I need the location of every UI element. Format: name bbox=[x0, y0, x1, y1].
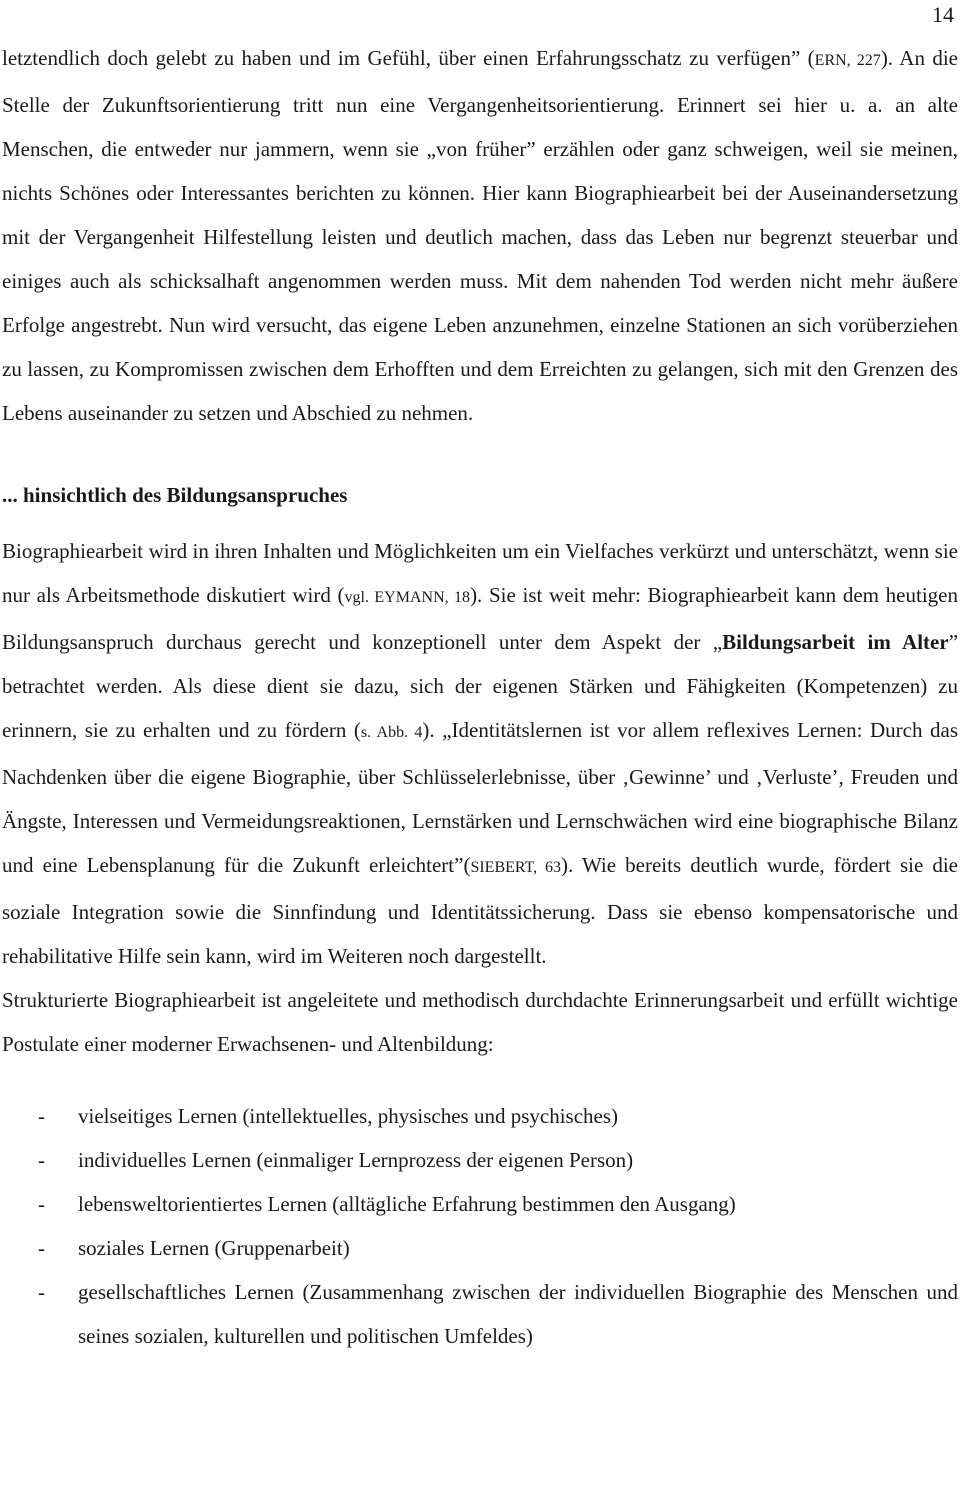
list-item: - lebensweltorientiertes Lernen (alltägliche Erfahrung bestimmen den Ausgang) bbox=[2, 1182, 958, 1226]
citation-ern: ERN, 227 bbox=[814, 52, 881, 69]
citation-siebert: SIEBERT, 63 bbox=[470, 859, 562, 876]
list-bullet: - bbox=[38, 1236, 45, 1260]
paragraph-structured: Strukturierte Biographiearbeit ist angeleitete und methodisch durchdachte Erinnerungsarbeit und erfüllt wichtige Postulate einer moderner Erwachsenen- und Altenbildung: bbox=[2, 988, 958, 1056]
page-number: 14 bbox=[932, 2, 954, 27]
section-heading: ... hinsichtlich des Bildungsanspruches bbox=[2, 483, 348, 507]
list-bullet: - bbox=[38, 1192, 45, 1216]
list-bullet: - bbox=[38, 1104, 45, 1128]
list-bullet: - bbox=[38, 1148, 45, 1172]
figure-reference: s. Abb. 4 bbox=[360, 724, 423, 741]
paragraph-education: Biographiearbeit wird in ihren Inhalten und Möglichkeiten um ein Vielfaches verkürzt und unterschätzt, wenn sie nur als Arbeitsmethode diskutiert wird (vgl. EYMANN, 18). Sie ist weit mehr: Biographiearbeit kann dem heutigen Bildungsanspruch durchaus gerecht und konzeptionell unter dem Aspekt der „Bildungsarbeit im Alter” betrachtet werden. Als diese dient sie dazu, sich der eigenen Stärken und Fähigkeiten (Kompetenzen) zu erinnern, sie zu erhalten und zu fördern (s. Abb. 4). „Identitätslernen ist vor allem reflexives Lernen: Durch das Nachdenken über die eigene Biographie, über Schlüsselerlebnisse, über ‚Gewinne’ und ‚Verluste’, Freuden und Ängste, Interessen und Vermeidungsreaktionen, Lernstärken und Lernschwächen wird eine biographische Bilanz und eine Lebensplanung für die Zukunft erleichtert”(SIEBERT, 63). Wie bereits deutlich wurde, fördert sie die soziale Integration sowie die Sinnfindung und Identitätssicherung. Dass sie ebenso kompensatorische und rehabilitative Hilfe sein kann, wird im Weiteren noch dargestellt. bbox=[2, 539, 959, 968]
paragraph-life-review: letztendlich doch gelebt zu haben und im Gefühl, über einen Erfahrungsschatz zu verfügen” (ERN, 227). An die Stelle der Zukunftsorientierung tritt nun eine Vergangenheitsorientierung. Erinnert sei hier u. a. an alte Menschen, die entweder nur jammern, wenn sie „von früher” erzählen oder ganz schweigen, weil sie meinen, nichts Schönes oder Interessantes berichten zu können. Hier kann Biographiearbeit bei der Auseinandersetzung mit der Vergangenheit Hilfestellung leisten und deutlich machen, dass das Leben nur begrenzt steuerbar und einiges auch als schicksalhaft angenommen werden muss. Mit dem nahenden Tod werden nicht mehr äußere Erfolge angestrebt. Nun wird versucht, das eigene Leben anzunehmen, einzelne Stationen an sich vorüberziehen zu lassen, zu Kompromissen zwischen dem Erhofften und dem Erreichten zu gelangen, sich mit den Grenzen des Lebens auseinander zu setzen und Abschied zu nehmen. bbox=[2, 46, 958, 425]
list-item: - individuelles Lernen (einmaliger Lernprozess der eigenen Person) bbox=[2, 1138, 958, 1182]
list-bullet: - bbox=[38, 1280, 45, 1304]
bold-term: Bildungsarbeit im Alter bbox=[722, 630, 949, 654]
list-item: - soziales Lernen (Gruppenarbeit) bbox=[2, 1226, 958, 1270]
citation-eymann: vgl. EYMANN, 18 bbox=[344, 589, 471, 606]
postulates-list bbox=[2, 1094, 958, 1358]
list-item: - gesellschaftliches Lernen (Zusammenhang zwischen der individuellen Biographie des Menschen und seines sozialen, kulturellen und politischen Umfeldes) bbox=[2, 1270, 958, 1358]
list-item: - vielseitiges Lernen (intellektuelles, physisches und psychisches) bbox=[2, 1094, 958, 1138]
page-content bbox=[2, 36, 958, 1358]
